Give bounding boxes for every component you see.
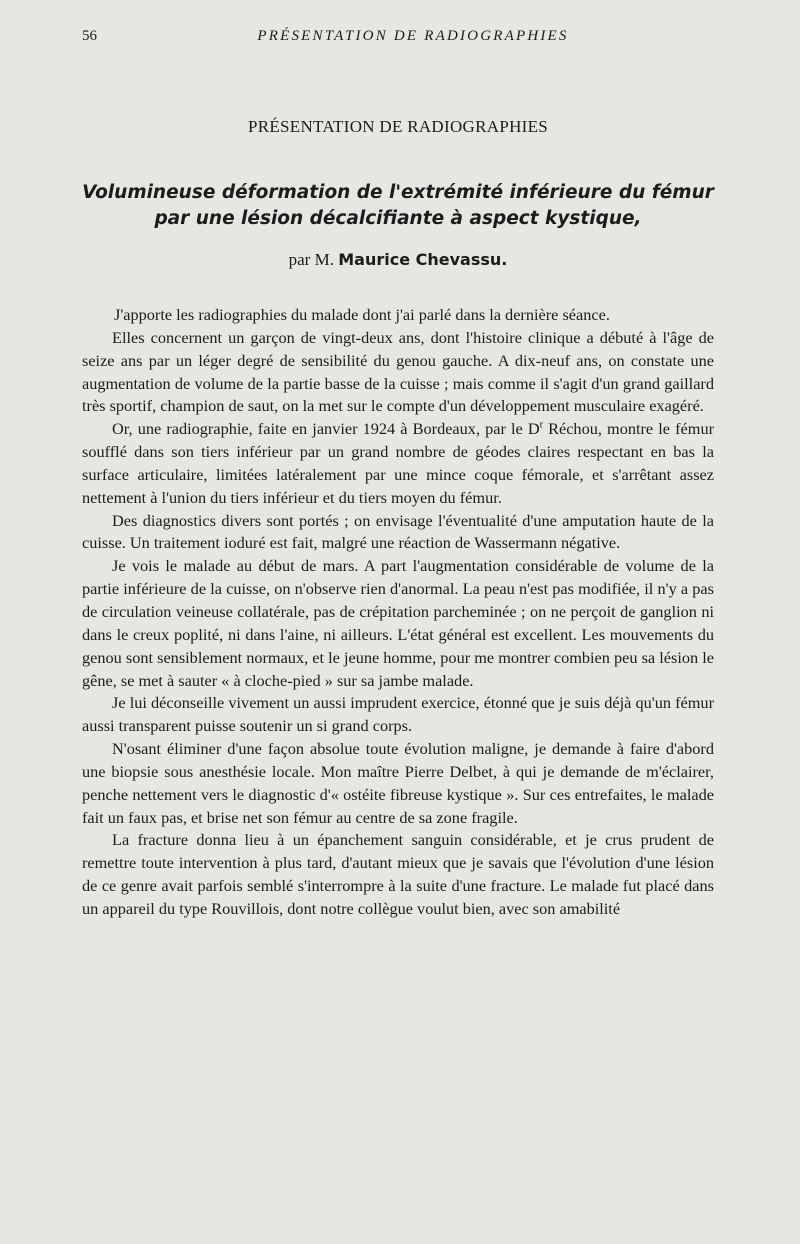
paragraph-6: Je lui déconseille vivement un aussi imprudent exercice, étonné que je suis déjà qu'un fémur aussi transparent puisse soutenir un si grand corps. [82,693,714,736]
article-title-line-2: par une lésion décalcifiante à aspect kystique, [154,208,642,229]
paragraph-7: N'osant éliminer d'une façon absolue toute évolution maligne, je demande à faire d'abord une biopsie sous anesthésie locale. Mon maître Pierre Delbet, à qui je demande de m'éclairer, penche nettement vers le diagnostic d'« ostéite fibreuse kystique ». Sur ces entrefaites, le malade fait un faux pas, et brise net son fémur au centre de sa zone fragile. [82,739,714,827]
paragraph-1: J'apporte les radiographies du malade dont j'ai parlé dans la dernière séance. [114,305,610,324]
paragraph-8: La fracture donna lieu à un épanchement sanguin considérable, et je crus prudent de remettre toute intervention à plus tard, d'autant mieux que je savais que l'évolution d'une lésion de ce genre avait parfois semblé s'interrompre à la suite d'une fracture. Le malade fut placé dans un appareil du type Rouvillois, dont notre collègue voulut bien, avec son amabilité [82,830,714,918]
article-title-line-1: Volumineuse déformation de l'extrémité inférieure du fémur [82,182,714,203]
paragraph-5: Je vois le malade au début de mars. A part l'augmentation considérable de volume de la partie inférieure de la cuisse, on n'observe rien d'anormal. La peau n'est pas modifiée, il n'y a pas de circulation veineuse collatérale, pas de crépitation parcheminée ; on ne perçoit de ganglion ni dans le creux poplité, ni dans l'aine, ni ailleurs. L'état général est excellent. Les mouvements du genou sont sensiblement normaux, et le jeune homme, pour me montrer combien peu sa lésion le gêne, se met à sauter « à cloche-pied » sur sa jambe malade. [82,556,714,690]
paragraph-4: Des diagnostics divers sont portés ; on envisage l'éventualité d'une amputation haute de la cuisse. Un traitement ioduré est fait, malgré une réaction de Wassermann négative. [82,510,714,553]
paragraph-3-part-1: Or, une radiographie, faite en janvier 1924 à Bordeaux, par le D [112,419,540,439]
article-body [82,304,714,921]
page-number: 56 [82,28,97,44]
running-title: PRÉSENTATION DE RADIOGRAPHIES [257,28,569,44]
section-title: PRÉSENTATION DE RADIOGRAPHIES [247,117,549,136]
paragraph-3-part-2: Réchou, montre le fémur soufflé dans son tiers inférieur par un grand nombre de géodes claires respectant en bas la surface articulaire, limitées latéralement par une mince coque fémorale, et s'arrêtant assez nettement à l'union du tiers inférieur et du tiers moyen du fémur. [82,419,715,507]
byline-prefix: par M. [288,250,334,269]
paragraph-3 [82,418,714,509]
running-header [82,28,714,52]
paragraph-2: Elles concernent un garçon de vingt-deux ans, dont l'histoire clinique a débuté à l'âge de seize ans par un léger degré de sensibilité du genou gauche. A dix-neuf ans, on constate une augmentation de volume de la partie basse de la cuisse ; mais comme il s'agit d'un grand gaillard très sportif, champion de saut, on la met sur le compte d'un développement musculaire exagéré. [82,327,714,416]
article-title [82,180,714,232]
doctor-abbrev-sup: r [539,419,543,431]
byline [82,250,714,270]
author-name: Maurice Chevassu. [338,250,508,269]
